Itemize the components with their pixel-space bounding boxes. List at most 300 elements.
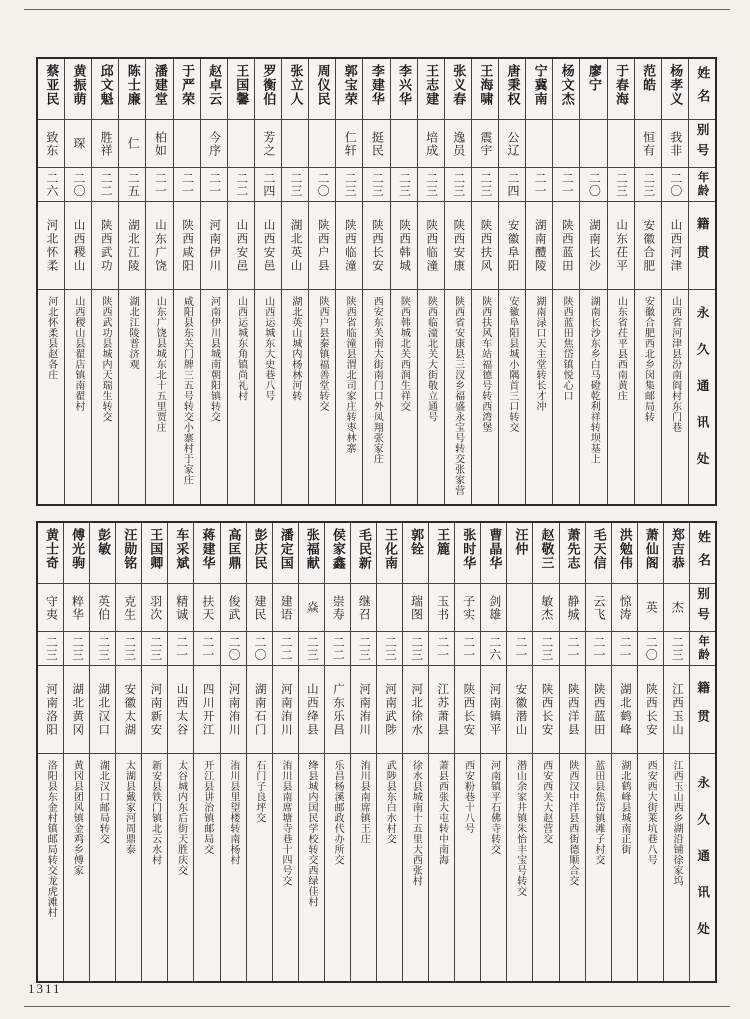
person-native-place: 河南新安: [142, 666, 167, 754]
person-alias: [553, 120, 579, 168]
person-column: [254, 59, 281, 504]
person-age: 二三: [472, 168, 498, 202]
person-column: [661, 59, 688, 504]
person-age: 二〇: [65, 168, 91, 202]
person-name: 赵敬三: [533, 523, 558, 584]
person-alias: 建语: [273, 584, 298, 632]
person-age: 二三: [403, 632, 428, 666]
person-native-place: 陕西长安: [455, 666, 480, 754]
person-native-place: 湖南长沙: [580, 202, 606, 290]
person-name: 侯家鑫: [325, 523, 350, 584]
person-native-place: 湖南醴陵: [526, 202, 552, 290]
person-name: 杨孝义: [662, 59, 688, 120]
person-age: 二六: [38, 168, 64, 202]
person-native-place: 河南洧川: [221, 666, 246, 754]
person-name: 王化南: [377, 523, 402, 584]
page-number: 1311: [28, 981, 62, 996]
person-alias: 精诚: [168, 584, 193, 632]
person-address: 江西玉山西乡湖沿铺徐家坞: [671, 760, 683, 886]
person-alias: [282, 120, 308, 168]
person-address: 新安县铁门镇北云水村: [149, 760, 161, 865]
person-name: 宁冀南: [526, 59, 552, 120]
person-address: 山西稷山县翟店镇南翟村: [72, 296, 84, 412]
person-alias: 今序: [201, 120, 227, 168]
person-address: 山东广饶县城东北十五里贾庄: [154, 296, 166, 433]
person-native-place: 山西安邑: [255, 202, 281, 290]
person-name: 周仪民: [309, 59, 335, 120]
person-column: [246, 523, 272, 981]
row-header-column: [689, 523, 715, 981]
person-native-place: 河北怀柔: [38, 202, 64, 290]
person-alias: 克生: [116, 584, 141, 632]
person-native-place: 湖北鹤峰: [612, 666, 637, 754]
person-age: 二〇: [309, 168, 335, 202]
person-alias: 玉书: [429, 584, 454, 632]
person-address: 洧川县南席塘寺巷十四号交: [279, 760, 291, 886]
person-alias: 继召: [351, 584, 376, 632]
person-address: 西安粉巷十八号: [462, 760, 474, 834]
person-name: 郑吉恭: [664, 523, 689, 584]
person-alias: 逸员: [445, 120, 471, 168]
person-native-place: 陕西洋县: [560, 666, 585, 754]
person-native-place: 陕西临潼: [418, 202, 444, 290]
person-age: 二三: [299, 632, 324, 666]
person-age: 二六: [481, 632, 506, 666]
person-address: 洧川县南席镇王庄: [358, 760, 370, 844]
person-native-place: 陕西长安: [363, 202, 389, 290]
person-age: 二三: [418, 168, 444, 202]
person-alias: 守夷: [38, 584, 63, 632]
person-name: 彭敏: [90, 523, 115, 584]
person-alias: 瑞图: [403, 584, 428, 632]
person-name: 罗衡伯: [255, 59, 281, 120]
person-native-place: 陕西安康: [445, 202, 471, 290]
person-age: 二三: [90, 632, 115, 666]
person-address: 陕西省临潼县渭北司家庄转枣林寨: [344, 296, 356, 454]
person-column: [38, 523, 63, 981]
person-name: 李建华: [363, 59, 389, 120]
person-address: 陕西省安康县三汊乡福盛永宝号转交张家营: [452, 296, 464, 496]
person-name: 毛天信: [586, 523, 611, 584]
person-age: 二三: [351, 632, 376, 666]
person-column: [308, 59, 335, 504]
person-age: 二一: [553, 168, 579, 202]
person-native-place: 陕西户县: [309, 202, 335, 290]
person-native-place: 河北徐水: [403, 666, 428, 754]
person-native-place: 山西太谷: [168, 666, 193, 754]
person-name: 张福献: [299, 523, 324, 584]
person-address: 西安西大街莱坑巷八号: [645, 760, 657, 865]
header-label-alias: 别号: [690, 584, 715, 632]
person-alias: 静城: [560, 584, 585, 632]
person-address: 乐昌杨溪邮政代办所交: [332, 760, 344, 865]
header-label-native: 籍贯: [689, 202, 715, 290]
person-name: 傅光驹: [64, 523, 89, 584]
person-alias: 焱: [299, 584, 324, 632]
header-label-age: 年龄: [690, 632, 715, 666]
person-address: 洧川县里望楼转南杨村: [227, 760, 239, 865]
person-address: 山西运城东角镇尚礼村: [235, 296, 247, 401]
person-age: 二三: [142, 632, 167, 666]
person-native-place: 湖南石门: [247, 666, 272, 754]
person-address: 湖南渌口天主堂转长才冲: [533, 296, 545, 412]
person-age: 二二: [325, 632, 350, 666]
person-age: 二三: [363, 168, 389, 202]
person-address: 陕西武功县城内天瑞生转交: [99, 296, 111, 422]
person-age: 二二: [228, 168, 254, 202]
page-edge-rule-bottom: [24, 1006, 730, 1007]
person-alias: 琛: [65, 120, 91, 168]
person-column: [471, 59, 498, 504]
person-name: 郭铨: [403, 523, 428, 584]
person-alias: [580, 120, 606, 168]
person-address: 武陟县东白水村交: [384, 760, 396, 844]
person-column: [480, 523, 506, 981]
person-address: 安徽阜阳县城小隅首三口转交: [506, 296, 518, 433]
person-address: 开江县讲治镇邮局交: [201, 760, 213, 855]
person-name: 黄士奇: [38, 523, 63, 584]
person-column: [227, 59, 254, 504]
person-column: [118, 59, 145, 504]
person-column: [559, 523, 585, 981]
row-header-column: [688, 59, 715, 504]
person-name: 蒋建华: [194, 523, 219, 584]
person-column: [89, 523, 115, 981]
person-column: [141, 523, 167, 981]
person-alias: 建民: [247, 584, 272, 632]
person-column: [498, 59, 525, 504]
person-column: [525, 59, 552, 504]
person-name: 潘建堂: [146, 59, 172, 120]
person-native-place: 陕西咸阳: [174, 202, 200, 290]
person-alias: [526, 120, 552, 168]
person-alias: [228, 120, 254, 168]
person-age: 二三: [377, 632, 402, 666]
person-column: [376, 523, 402, 981]
person-name: 郭宝荣: [336, 59, 362, 120]
person-name: 萧先志: [560, 523, 585, 584]
person-address: 山西运城东大史巷八号: [262, 296, 274, 401]
person-native-place: 安徽太湖: [116, 666, 141, 754]
person-address: 河南伊川县城南朝阳镇转交: [208, 296, 220, 422]
header-label-address: 永久通讯处: [695, 776, 710, 959]
person-address: 陕西汉中洋县西街德顺合交: [566, 760, 578, 886]
roster-table-top: [36, 57, 717, 506]
person-alias: 云飞: [586, 584, 611, 632]
person-name: 廖宁: [580, 59, 606, 120]
person-age: 二一: [174, 168, 200, 202]
person-native-place: 江苏萧县: [429, 666, 454, 754]
person-name: 王簏: [429, 523, 454, 584]
page-edge-rule-top: [24, 9, 730, 10]
person-age: 二一: [194, 632, 219, 666]
header-label-address: 永久通讯处: [695, 305, 710, 489]
person-address: 山东省茌平县西南黄庄: [615, 296, 627, 401]
person-column: [324, 523, 350, 981]
person-age: 二四: [499, 168, 525, 202]
person-name: 唐秉权: [499, 59, 525, 120]
person-column: [64, 59, 91, 504]
person-age: 二三: [608, 168, 634, 202]
person-native-place: 湖北汉口: [90, 666, 115, 754]
person-name: 杨文杰: [553, 59, 579, 120]
person-address: 湖北汉口邮局转交: [97, 760, 109, 844]
header-label-alias: 别号: [689, 120, 715, 168]
person-address: 湖北鹤峰县城南正街: [618, 760, 630, 855]
person-address: 太湖县戴家河周鼎泰: [123, 760, 135, 855]
person-native-place: 河南洧川: [351, 666, 376, 754]
person-alias: 英: [638, 584, 663, 632]
person-alias: [309, 120, 335, 168]
person-alias: 挺民: [363, 120, 389, 168]
person-name: 张义春: [445, 59, 471, 120]
person-age: 二一: [560, 632, 585, 666]
person-column: [444, 59, 471, 504]
person-alias: 扶天: [194, 584, 219, 632]
person-column: [335, 59, 362, 504]
person-name: 张时华: [455, 523, 480, 584]
person-column: [402, 523, 428, 981]
person-native-place: 陕西蓝田: [553, 202, 579, 290]
person-column: [298, 523, 324, 981]
person-age: 二三: [445, 168, 471, 202]
person-alias: 公辽: [499, 120, 525, 168]
person-address: 徐水县城南十五里大西张村: [410, 760, 422, 886]
person-native-place: 山东茌平: [608, 202, 634, 290]
person-native-place: 陕西蓝田: [586, 666, 611, 754]
person-alias: [174, 120, 200, 168]
person-address: 西安东关南大街南门口外凤翔张家庄: [371, 296, 383, 464]
person-native-place: 陕西长安: [638, 666, 663, 754]
person-address: 黄冈县团风镇金鸡乡傅家: [71, 760, 83, 876]
header-label-name: 姓名: [690, 523, 715, 584]
person-age: 二三: [116, 632, 141, 666]
person-address: 西安西关大赵营交: [540, 760, 552, 844]
person-native-place: 山西绛县: [299, 666, 324, 754]
person-alias: 恒有: [635, 120, 661, 168]
person-column: [637, 523, 663, 981]
person-native-place: 河南武陟: [377, 666, 402, 754]
person-address: 陕西蓝田焦岱镇悦心口: [561, 296, 573, 401]
person-address: 河北怀柔县赵各庄: [45, 296, 57, 380]
person-native-place: 河南洛阳: [38, 666, 63, 754]
person-alias: 粹华: [64, 584, 89, 632]
person-alias: [608, 120, 634, 168]
person-age: 二〇: [221, 632, 246, 666]
person-column: [281, 59, 308, 504]
header-label-native: 籍贯: [690, 666, 715, 754]
person-column: [145, 59, 172, 504]
person-column: [611, 523, 637, 981]
person-name: 王海啸: [472, 59, 498, 120]
person-native-place: 湖北江陵: [119, 202, 145, 290]
person-age: 二三: [664, 632, 689, 666]
person-name: 萧仙阁: [638, 523, 663, 584]
person-column: [362, 59, 389, 504]
person-name: 王国馨: [228, 59, 254, 120]
person-address: 陕西扶风车站福德号转西湾堡: [479, 296, 491, 433]
person-address: 萧县西张大屯转中南海: [436, 760, 448, 865]
person-age: 二〇: [247, 632, 272, 666]
person-address: 陕西临潼北关大街敬立通号: [425, 296, 437, 422]
person-alias: 芳之: [255, 120, 281, 168]
person-alias: 羽次: [142, 584, 167, 632]
person-alias: 敏杰: [533, 584, 558, 632]
person-age: 二一: [612, 632, 637, 666]
person-name: 赵卓云: [201, 59, 227, 120]
header-label-age: 年龄: [689, 168, 715, 202]
person-native-place: 安徽合肥: [635, 202, 661, 290]
person-native-place: 山东广饶: [146, 202, 172, 290]
person-native-place: 河南伊川: [201, 202, 227, 290]
person-column: [200, 59, 227, 504]
person-age: 二一: [201, 168, 227, 202]
person-native-place: 安徽潜山: [507, 666, 532, 754]
person-address: 陕西户县秦镇福善堂转交: [316, 296, 328, 412]
person-column: [193, 523, 219, 981]
person-age: 二二: [273, 632, 298, 666]
person-column: [350, 523, 376, 981]
person-age: 二〇: [638, 632, 663, 666]
person-age: 二一: [455, 632, 480, 666]
header-label-name: 姓名: [689, 59, 715, 120]
person-name: 汪勋铭: [116, 523, 141, 584]
person-alias: 仁轩: [336, 120, 362, 168]
person-column: [532, 523, 558, 981]
person-name: 李兴华: [391, 59, 417, 120]
person-name: 潘定国: [273, 523, 298, 584]
person-address: 咸阳县东关门牌三五号转交小寨村于家庄: [181, 296, 193, 485]
person-address: 潜山余家井镇朱怡丰宝号转交: [514, 760, 526, 897]
person-name: 洪勉伟: [612, 523, 637, 584]
person-alias: 仁: [119, 120, 145, 168]
person-native-place: 山西稷山: [65, 202, 91, 290]
person-address: 湖北江陵普济观: [127, 296, 139, 370]
person-alias: [507, 584, 532, 632]
person-age: 二三: [282, 168, 308, 202]
person-name: 高匡鼎: [221, 523, 246, 584]
person-alias: 惊涛: [612, 584, 637, 632]
person-column: [607, 59, 634, 504]
person-alias: 培成: [418, 120, 444, 168]
person-column: [454, 523, 480, 981]
person-age: 二一: [168, 632, 193, 666]
person-native-place: 河南洧川: [273, 666, 298, 754]
person-age: 二一: [586, 632, 611, 666]
person-column: [552, 59, 579, 504]
person-address: 蓝田县焦岱镇滩子村交: [592, 760, 604, 865]
person-column: [91, 59, 118, 504]
person-name: 车采斌: [168, 523, 193, 584]
person-native-place: 湖北黄冈: [64, 666, 89, 754]
person-column: [115, 523, 141, 981]
person-address: 绛县城内国民学校转交西绿佳村: [306, 760, 318, 907]
person-column: [663, 523, 689, 981]
person-native-place: 河南镇平: [481, 666, 506, 754]
person-address: 陕西韩城北关西润生祥交: [398, 296, 410, 412]
person-address: 山西省河津县汾南阎村东门巷: [669, 296, 681, 433]
person-age: 二三: [635, 168, 661, 202]
person-native-place: 四川开江: [194, 666, 219, 754]
person-alias: 胜祥: [92, 120, 118, 168]
person-alias: 致东: [38, 120, 64, 168]
person-name: 毛民新: [351, 523, 376, 584]
person-column: [173, 59, 200, 504]
person-address: 太谷城内东后街天胜庆交: [175, 760, 187, 876]
person-alias: 剑雄: [481, 584, 506, 632]
person-alias: 我非: [662, 120, 688, 168]
person-native-place: 山西河津: [662, 202, 688, 290]
person-name: 于严荣: [174, 59, 200, 120]
person-alias: 崇寿: [325, 584, 350, 632]
person-column: [272, 523, 298, 981]
person-name: 王国卿: [142, 523, 167, 584]
person-column: [63, 523, 89, 981]
person-address: 洛阳县东金村镇邮局转交龙虎滩村: [45, 760, 57, 918]
person-alias: 柏如: [146, 120, 172, 168]
person-column: [417, 59, 444, 504]
person-alias: 杰: [664, 584, 689, 632]
person-age: 二五: [119, 168, 145, 202]
person-name: 于春海: [608, 59, 634, 120]
person-age: 二三: [336, 168, 362, 202]
person-age: 二三: [38, 632, 63, 666]
person-column: [220, 523, 246, 981]
person-column: [167, 523, 193, 981]
person-column: [634, 59, 661, 504]
person-age: 二一: [429, 632, 454, 666]
person-name: 汪仲: [507, 523, 532, 584]
person-alias: 俊武: [221, 584, 246, 632]
roster-table-bottom: [36, 521, 717, 983]
person-address: 石门子良坪交: [253, 760, 265, 823]
person-native-place: 山西安邑: [228, 202, 254, 290]
person-column: [390, 59, 417, 504]
person-age: 二一: [507, 632, 532, 666]
person-name: 蔡亚民: [38, 59, 64, 120]
person-age: 二〇: [662, 168, 688, 202]
person-name: 范皓: [635, 59, 661, 120]
person-age: 二三: [391, 168, 417, 202]
person-name: 陈士廉: [119, 59, 145, 120]
person-native-place: 安徽阜阳: [499, 202, 525, 290]
person-native-place: 陕西临潼: [336, 202, 362, 290]
person-native-place: 湖北英山: [282, 202, 308, 290]
person-alias: 子实: [455, 584, 480, 632]
person-name: 王志建: [418, 59, 444, 120]
page-content: [36, 57, 717, 983]
person-column: [38, 59, 64, 504]
person-name: 彭庆民: [247, 523, 272, 584]
person-native-place: 广东乐昌: [325, 666, 350, 754]
person-native-place: 陕西韩城: [391, 202, 417, 290]
person-address: 安徽合肥西北乡闵集邮局转: [642, 296, 654, 422]
person-column: [585, 523, 611, 981]
person-age: 二一: [146, 168, 172, 202]
person-alias: 英伯: [90, 584, 115, 632]
person-native-place: 陕西扶风: [472, 202, 498, 290]
person-name: 邱文魁: [92, 59, 118, 120]
person-alias: 震宇: [472, 120, 498, 168]
person-native-place: 江西玉山: [664, 666, 689, 754]
person-age: 二三: [64, 632, 89, 666]
person-name: 曹晶华: [481, 523, 506, 584]
person-age: 二四: [255, 168, 281, 202]
person-address: 河南镇平石佛寺转交: [488, 760, 500, 855]
person-native-place: 陕西长安: [533, 666, 558, 754]
person-column: [506, 523, 532, 981]
person-address: 湖南长沙东乡白马磴乾利祥转坝基上: [588, 296, 600, 464]
